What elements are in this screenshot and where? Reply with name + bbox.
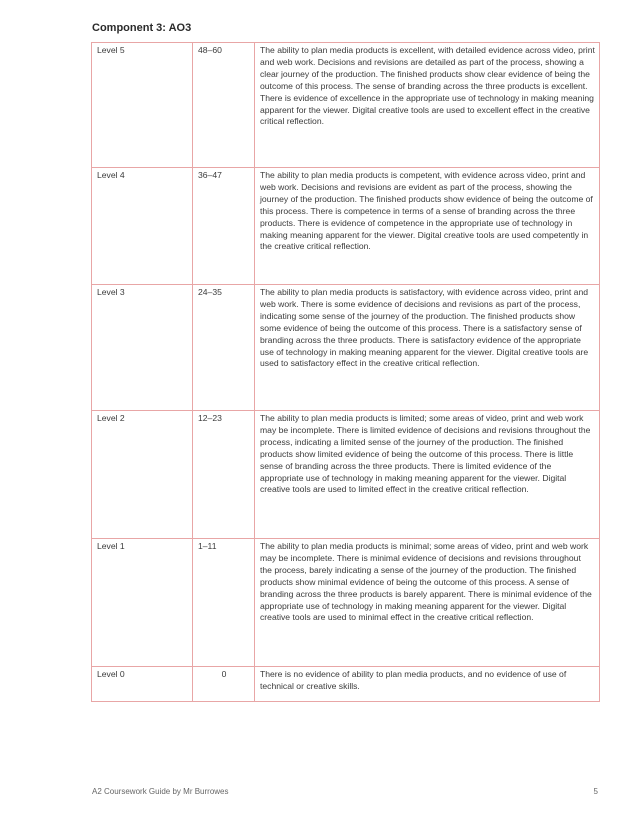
table-row — [92, 539, 600, 667]
mark-scheme-table — [91, 42, 600, 702]
marks-cell: 48–60 — [193, 43, 255, 168]
marks-cell: 12–23 — [193, 411, 255, 539]
marks-cell: 1–11 — [193, 539, 255, 667]
description-cell: The ability to plan media products is satisfactory, with evidence across video, print and web work. There is some evidence of decisions and revisions as part of the process, indicating some sense of the journey of the production. The finished products show some evidence of being the outcome of this process. There is a satisfactory sense of branding across the three products. There is satisfactory evidence of the appropriate use of technology in making meaning apparent for the viewer. Digital creative tools are used to satisfactory effect in the creative critical reflection. — [255, 285, 600, 411]
description-cell: There is no evidence of ability to plan media products, and no evidence of use of technical or creative skills. — [255, 667, 600, 702]
marks-cell: 0 — [193, 667, 255, 702]
page-heading: Component 3: AO3 — [92, 22, 192, 34]
level-cell: Level 3 — [92, 285, 193, 411]
page-number: 5 — [593, 787, 598, 796]
footer-credit: A2 Coursework Guide by Mr Burrowes — [92, 787, 229, 796]
level-cell: Level 5 — [92, 43, 193, 168]
level-cell: Level 1 — [92, 539, 193, 667]
description-cell: The ability to plan media products is limited; some areas of video, print and web work may be incomplete. There is limited evidence of decisions and revisions throughout the process, indicating a limited sense of the journey of the production. The finished products show limited evidence of being the outcome of this process. There is little sense of branding across the three products. There is limited evidence of the appropriate use of technology in making meaning apparent for the viewer. Digital creative tools are used to limited effect in the creative critical reflection. — [255, 411, 600, 539]
table-row — [92, 285, 600, 411]
marks-cell: 36–47 — [193, 168, 255, 285]
marks-cell: 24–35 — [193, 285, 255, 411]
description-cell: The ability to plan media products is minimal; some areas of video, print and web work may be incomplete. There is minimal evidence of decisions and revisions throughout the process, barely indicating a sense of the journey of the production. The finished products show minimal evidence of being the outcome of this process. A sense of branding across the three products is barely apparent. There is minimal evidence of the appropriate use of technology in making meaning apparent for the viewer. Digital creative tools are used to minimal effect in the creative critical reflection. — [255, 539, 600, 667]
table-row — [92, 168, 600, 285]
table-row — [92, 667, 600, 702]
description-cell: The ability to plan media products is excellent, with detailed evidence across video, print and web work. Decisions and revisions are detailed as part of the process, showing a clear journey of the production. The finished products show clear evidence of being the outcome of this process. The sense of branding across the three products is excellent. There is evidence of excellence in the appropriate use of technology in making meaning apparent for the viewer. Digital creative tools are used to excellent effect in the creative critical reflection. — [255, 43, 600, 168]
table-row — [92, 43, 600, 168]
table-row — [92, 411, 600, 539]
description-cell: The ability to plan media products is competent, with evidence across video, print and web work. Decisions and revisions are evident as part of the process, showing the journey of the production. The finished products show evidence of being the outcome of this process. There is competence in terms of a sense of branding across the three products. There is evidence of competence in the appropriate use of technology in making meaning apparent for the viewer. Digital creative tools are used competently in the creative critical reflection. — [255, 168, 600, 285]
level-cell: Level 0 — [92, 667, 193, 702]
level-cell: Level 4 — [92, 168, 193, 285]
level-cell: Level 2 — [92, 411, 193, 539]
